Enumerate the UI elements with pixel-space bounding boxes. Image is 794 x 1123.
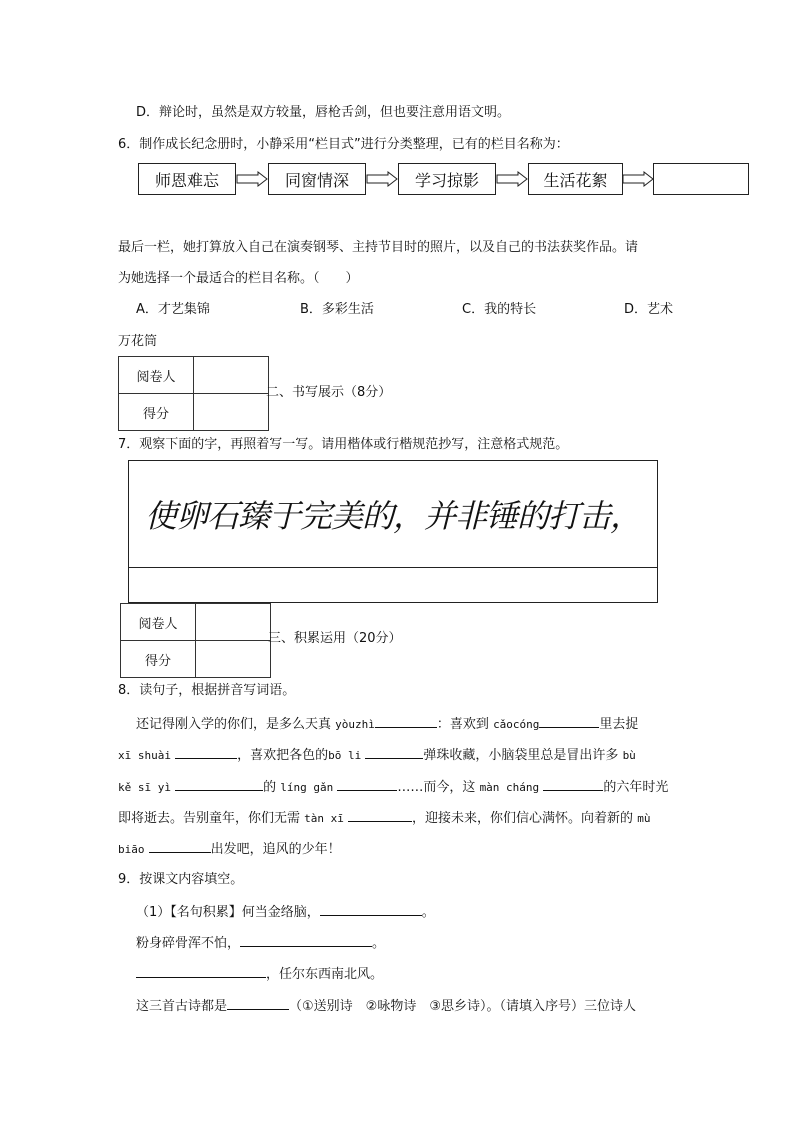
blank-input[interactable] (227, 995, 289, 1010)
q5-option-d: D．辩论时，虽然是双方较量，唇枪舌剑，但也要注意用语文明。 (136, 105, 511, 120)
blank-input[interactable] (375, 713, 437, 728)
score-box (118, 356, 269, 431)
section3-title: 三、积累运用（20分） (268, 631, 402, 646)
column-box-1: 师恩难忘 (138, 163, 236, 195)
q8-line2: xī shuài ，喜欢把各色的bō li 弹珠收藏，小脑袋里总是冒出许多 bù (118, 744, 636, 766)
q6-desc-line2: 为她选择一个最适合的栏目名称。（ ） (118, 271, 359, 286)
column-box-2: 同窗情深 (268, 163, 366, 195)
q9-stem: 9．按课文内容填空。 (118, 872, 244, 887)
blank-input[interactable] (149, 838, 211, 853)
arrow-icon (496, 171, 528, 187)
copy-box (128, 460, 658, 603)
blank-input[interactable] (175, 776, 263, 791)
score-box (120, 603, 271, 678)
q7-stem: 7．观察下面的字，再照着写一写。请用楷体或行楷规范抄写，注意格式规范。 (118, 437, 569, 452)
reviewer-label: 阅卷人 (121, 604, 196, 641)
copy-writing-area[interactable] (129, 568, 657, 602)
score-cell[interactable] (194, 394, 269, 431)
score-label: 得分 (119, 394, 194, 431)
blank-input[interactable] (175, 744, 237, 759)
q8-line1: 还记得刚入学的你们，是多么天真 yòuzhì ：喜欢到 cǎocóng 里去捉 (136, 713, 638, 735)
column-box-empty[interactable] (653, 163, 749, 195)
blank-input[interactable] (348, 807, 412, 822)
blank-input[interactable] (337, 776, 397, 791)
q6-option-a[interactable]: A．才艺集锦 (136, 302, 210, 317)
handwriting-sample: 使卵石臻于完美的，并非锤的打击， (145, 497, 642, 535)
score-label: 得分 (121, 641, 196, 678)
q6-desc-line1: 最后一栏，她打算放入自己在演奏钢琴、主持节目时的照片，以及自己的书法获奖作品。请 (118, 240, 639, 255)
reviewer-cell[interactable] (196, 604, 271, 641)
section2-title: 二、书写展示（8分） (266, 385, 392, 400)
blank-input[interactable] (320, 901, 422, 916)
score-cell[interactable] (196, 641, 271, 678)
q9-line3: ，任尔东西南北风。 (136, 963, 383, 985)
q6-option-d[interactable]: D．艺术 (624, 302, 674, 317)
q8-line4: 即将逝去。告别童年，你们无需 tàn xī ，迎接未来，你们信心满怀。向着新的 mù (118, 807, 650, 829)
blank-input[interactable] (136, 963, 266, 978)
q6-option-d-wrap: 万花筒 (118, 334, 158, 349)
q9-line4: 这三首古诗都是 （①送别诗 ②咏物诗 ③思乡诗）。（请填入序号）三位诗人 (136, 995, 636, 1017)
q9-line2: 粉身碎骨浑不怕， 。 (136, 932, 385, 954)
arrow-icon (236, 171, 268, 187)
reviewer-label: 阅卷人 (119, 357, 194, 394)
q6-option-b[interactable]: B．多彩生活 (300, 302, 374, 317)
q8-stem: 8．读句子，根据拼音写词语。 (118, 683, 296, 698)
blank-input[interactable] (365, 744, 423, 759)
q8-line3: kě sī yì 的 líng gǎn ……而今，这 màn cháng 的六年时光 (118, 776, 668, 798)
arrow-icon (622, 171, 654, 187)
q6-stem: 6．制作成长纪念册时，小静采用“栏目式”进行分类整理，已有的栏目名称为： (118, 137, 569, 152)
column-box-4: 生活花絮 (528, 163, 623, 195)
q9-item1: （1）【名句积累】何当金络脑， 。 (136, 901, 435, 923)
column-box-3: 学习掠影 (398, 163, 496, 195)
reviewer-cell[interactable] (194, 357, 269, 394)
q8-line5: biāo 出发吧，追风的少年！ (118, 838, 341, 860)
blank-input[interactable] (539, 713, 599, 728)
blank-input[interactable] (543, 776, 603, 791)
q6-option-c[interactable]: C．我的特长 (462, 302, 537, 317)
blank-input[interactable] (240, 932, 372, 947)
arrow-icon (366, 171, 398, 187)
